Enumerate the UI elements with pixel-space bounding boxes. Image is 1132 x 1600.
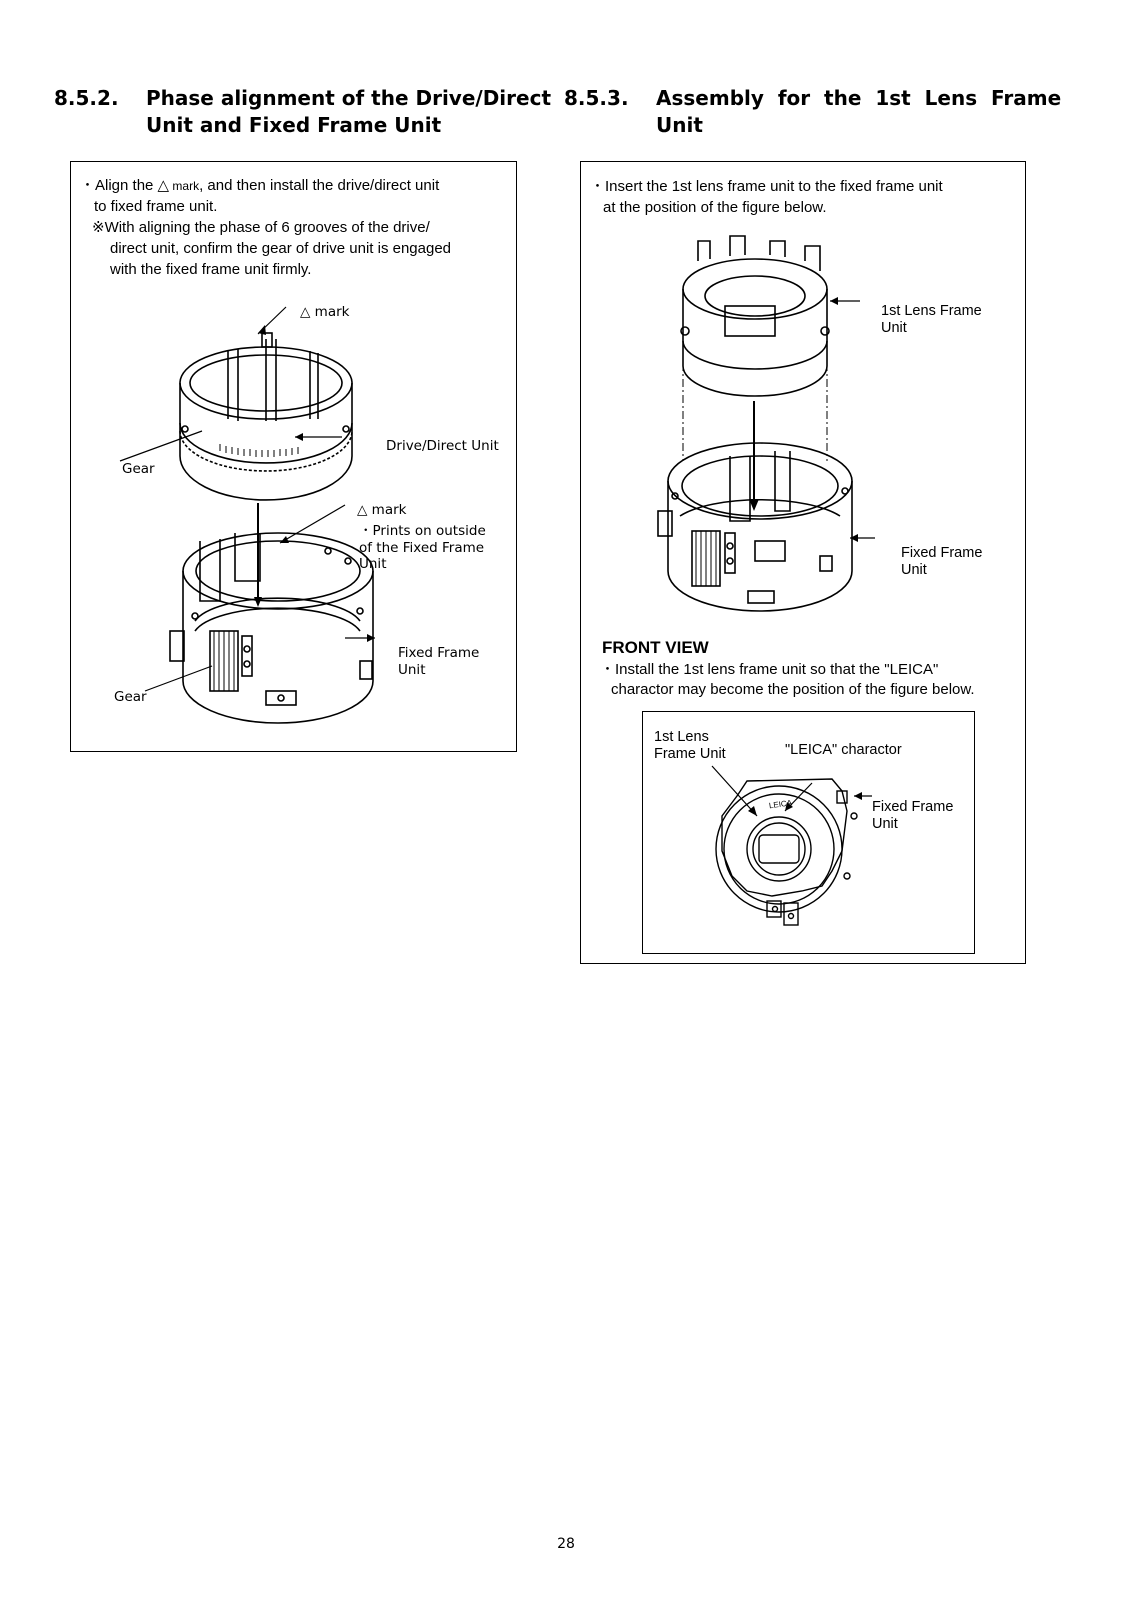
inner-label-fixed-frame: Fixed Frame Unit <box>872 799 954 832</box>
left-instruction-line1: ・Align the △ mark, and then install the drive/direct unit <box>80 177 440 194</box>
inner-label-leica-charactor: "LEICA" charactor <box>785 742 902 758</box>
left-section-number: 8.5.2. <box>54 86 119 110</box>
lens-leica-logo: LEICA <box>768 798 793 811</box>
left-instruction-line2: to fixed frame unit. <box>94 198 218 215</box>
label-drive-direct-unit: Drive/Direct Unit <box>386 438 499 454</box>
left-section-title-line1: Phase alignment of the Drive/Direct <box>146 86 552 110</box>
label-fixed-frame-unit-left: Fixed Frame Unit <box>398 645 480 678</box>
label-mark-mid: △ mark <box>357 502 407 518</box>
left-instruction-line5: with the fixed frame unit firmly. <box>110 261 312 278</box>
right-section-title-line1: Assembly for the 1st Lens Frame <box>656 86 1062 110</box>
label-gear-top: Gear <box>122 461 155 477</box>
front-view-instruction-line1: ・Install the 1st lens frame unit so that the "LEICA" <box>600 661 939 678</box>
label-mark-top: △ mark <box>300 304 350 320</box>
inner-label-1st-lens: 1st Lens Frame Unit <box>654 729 726 762</box>
right-section-number: 8.5.3. <box>564 86 629 110</box>
right-instruction-line2: at the position of the figure below. <box>603 199 827 216</box>
front-view-title: FRONT VIEW <box>602 638 709 657</box>
right-section-title-line2: Unit <box>656 113 703 137</box>
right-instruction-line1: ・Insert the 1st lens frame unit to the fixed frame unit <box>590 178 943 195</box>
page-number: 28 <box>557 1536 575 1552</box>
label-gear-bottom: Gear <box>114 689 147 705</box>
left-instruction-line4: direct unit, confirm the gear of drive unit is engaged <box>110 240 452 257</box>
left-section-title-line2: Unit and Fixed Frame Unit <box>146 113 442 137</box>
label-1st-lens-frame-unit: 1st Lens Frame Unit <box>881 303 982 336</box>
front-view-lens-drawing <box>642 711 975 954</box>
label-fixed-frame-unit-right: Fixed Frame Unit <box>901 545 983 578</box>
triangle-mark-icon: △ <box>157 177 170 194</box>
front-view-instruction-line2: charactor may become the position of the figure below. <box>611 681 975 698</box>
left-instruction-line3: ※With aligning the phase of 6 grooves of the drive/ <box>92 219 430 236</box>
label-prints-outside: ・Prints on outside of the Fixed Frame Unit <box>359 523 486 572</box>
